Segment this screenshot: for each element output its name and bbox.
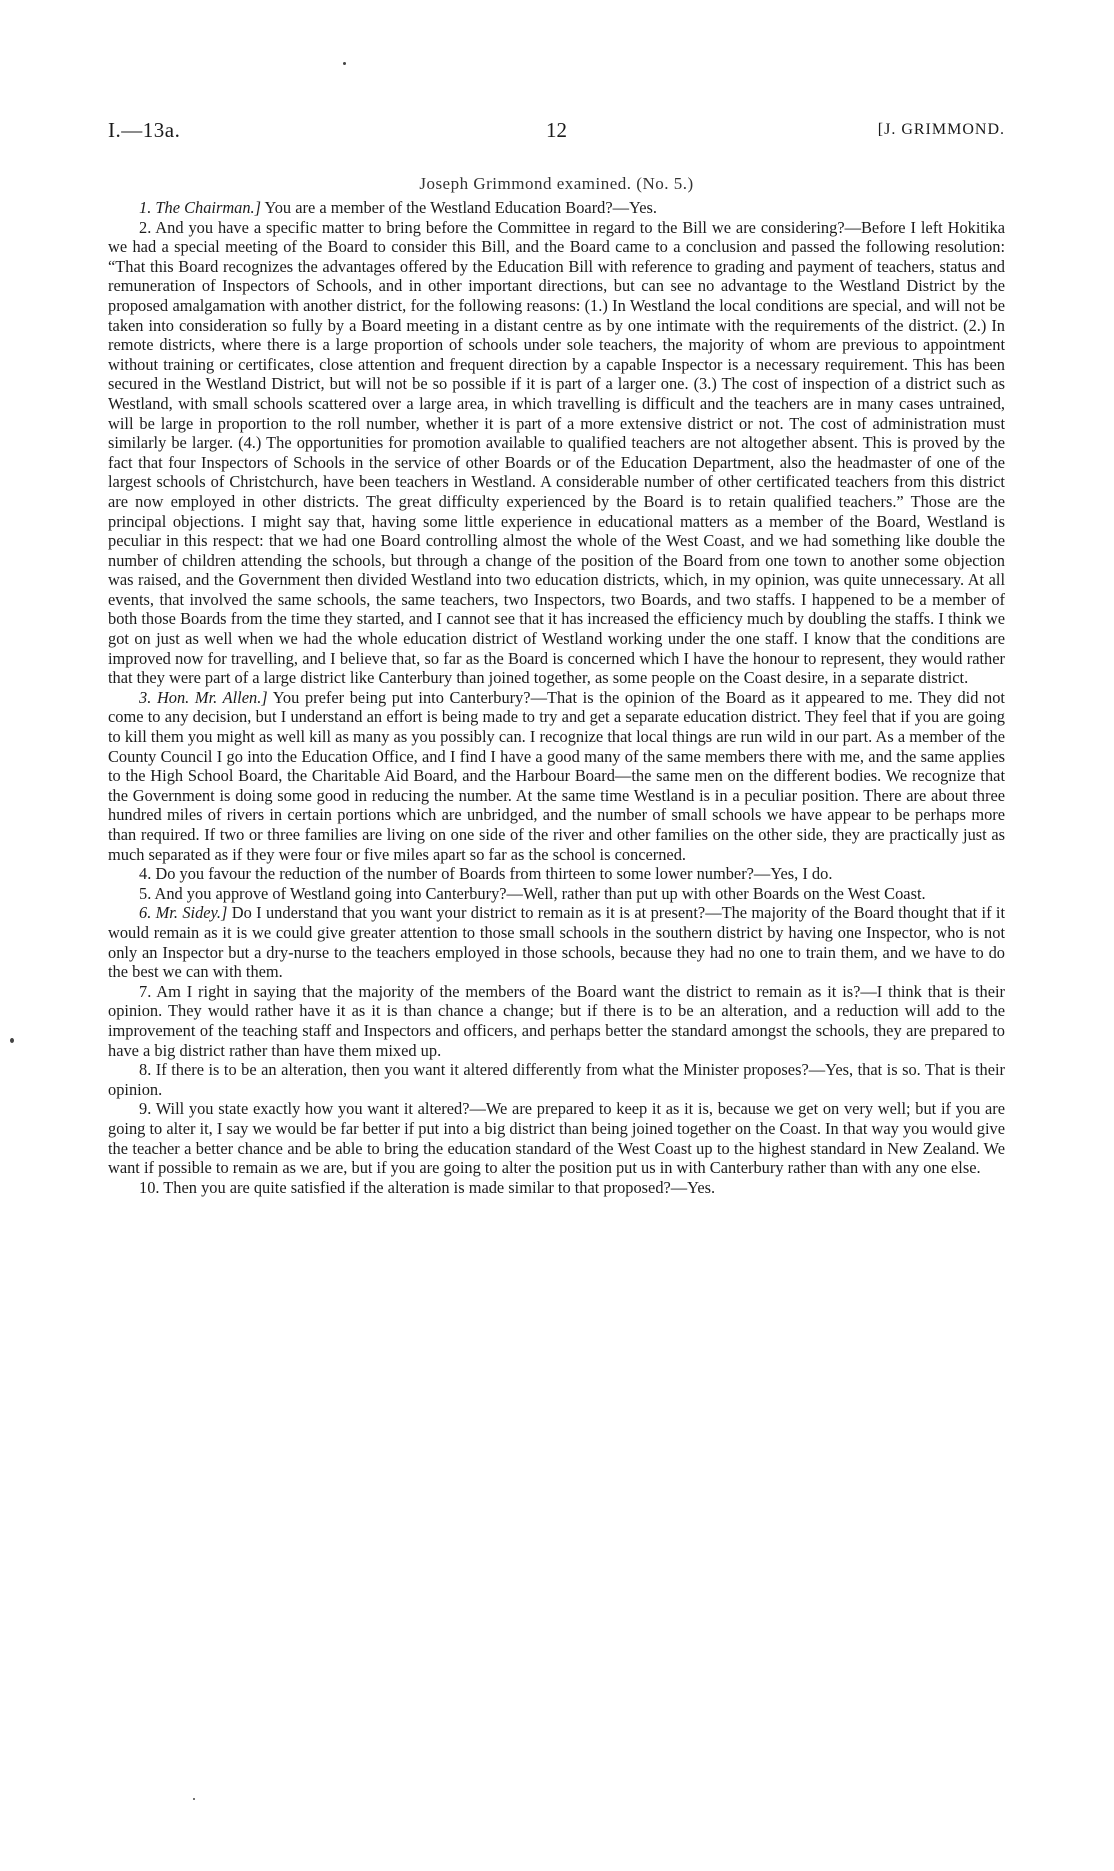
print-speck (343, 62, 346, 65)
question-paragraph (108, 1060, 1005, 1099)
paragraph-text: Do I understand that you want your district to remain as it is at present?—The majority of the Board thought that if it would remain as it is we could give greater attention to those small schools in the southern district by having one Inspector, who is not only an Inspector but a dry-nurse to the teachers employed in those schools, because they had no one to train them, and we have to do the best we can with them. (108, 903, 1005, 982)
question-paragraph (108, 884, 1005, 904)
paragraph-text: 2. And you have a specific matter to bring before the Committee in regard to the Bill we are considering?—Before I left Hokitika we had a special meeting of the Board to consider this Bill, and the Board came to a conclusion and passed the following resolution: “That this Board recognizes the advantages offered by the Education Bill with reference to grading and payment of teachers, status and remuneration of Inspectors of Schools, and in other important directions, but can see no advantage to the Westland District by the proposed amalgamation with another district, for the following reasons: (1.) In Westland the local conditions are special, and will not be taken into consideration so fully by a Board meeting in a distant centre as by one intimate with the requirements of the district. (2.) In remote districts, where there is a large proportion of schools under sole teachers, the majority of whom are previous to appointment without training or certificates, close attention and frequent direction by a capable Inspector is a necessary requirement. This has been secured in the Westland District, but will not be so possible if it is part of a larger one. (3.) The cost of inspection of a district such as Westland, with small schools scattered over a large area, in which travelling is difficult and the teachers are in many cases untrained, will be large in proportion to the roll number, whether it is part of a more extensive district or not. The cost of administration must similarly be larger. (4.) The opportunities for promotion available to qualified teachers are not altogether absent. This is proved by the fact that four Inspectors of Schools in the service of other Boards or of the Education Department, also the headmaster of one of the largest schools of Christchurch, have been teachers in Westland. A considerable number of other certificated teachers from this district are now employed in other districts. The great difficulty experienced by the Board is to retain qualified teachers.” Those are the principal objections. I might say that, having some little experience in educational matters as a member of the Board, Westland is peculiar in this respect: that we had one Board controlling almost the whole of the West Coast, and we had something like double the number of children attending the schools, but through a change of the position of the Board from one town to another some objection was raised, and the Government then divided Westland into two education districts, which, in my opinion, was quite unnecessary. At all events, that involved the same schools, the same teachers, two Inspectors, two Boards, and two staffs. I happened to be a member of both those Boards from the time they started, and I cannot see that it has increased the efficiency much by doubling the staffs. I think we got on just as well when we had the whole education district of Westland working under the one staff. I know that the conditions are improved now for travelling, and I believe that, so far as the Board is concerned which I have the honour to represent, they would rather that they were part of a large district like Canterbury than joined together, as some people on the Coast desire, in a separate district. (108, 217, 1005, 688)
paragraph-text: 9. Will you state exactly how you want it altered?—We are prepared to keep it as it is, because we get on very well; but if you are going to alter it, I say we would be far better if put into a big district than being joined together on the Coast. In that way you would give the teacher a better chance and be able to bring the education standard of the West Coast up to the highest standard in New Zealand. We want if possible to remain as we are, but if you are going to alter the position put us in with Canterbury rather than with any one else. (108, 1099, 1005, 1178)
question-paragraph (108, 198, 1005, 218)
paragraph-text: 5. And you approve of Westland going into Canterbury?—Well, rather than put up with other Boards on the West Coast. (139, 883, 926, 903)
paragraph-text: 7. Am I right in saying that the majority of the members of the Board want the district to remain as it is?—I think that is their opinion. They would rather have it as it is than chance a change; but if there is to be an alteration, and a reduction will add to the improvement of the teaching staff and Inspectors and officers, and perhaps better the standard amongst the schools, they are prepared to have a big district rather than have them mixed up. (108, 981, 1005, 1060)
page-header (108, 118, 1005, 148)
paragraph-text: 4. Do you favour the reduction of the number of Boards from thirteen to some lower number?—Yes, I do. (139, 864, 833, 884)
print-speck (10, 1038, 14, 1043)
testimony-body (108, 198, 1005, 1197)
paper-reference: I.—13a. (108, 118, 181, 142)
question-paragraph (108, 1099, 1005, 1177)
paragraph-text: 8. If there is to be an alteration, then you want it altered differently from what the Minister proposes?—Yes, that is so. That is their opinion. (108, 1060, 1005, 1099)
paragraph-text: 10. Then you are quite satisfied if the alteration is made similar to that proposed?—Yes. (139, 1177, 716, 1197)
question-paragraph (108, 864, 1005, 884)
question-paragraph (108, 688, 1005, 864)
speaker: 6. Mr. Sidey.] (139, 903, 228, 923)
question-paragraph (108, 218, 1005, 688)
question-paragraph (108, 903, 1005, 981)
speaker: 1. The Chairman.] (139, 198, 262, 217)
section-title: Joseph Grimmond examined. (No. 5.) (419, 174, 694, 193)
question-paragraph (108, 1178, 1005, 1198)
print-speck (193, 1798, 195, 1800)
speaker: 3. Hon. Mr. Allen.] (139, 687, 268, 707)
paragraph-text: You prefer being put into Canterbury?—That is the opinion of the Board as it appeared to me. They did not come to any decision, but I understand an effort is being made to try and get a separate education district. They feel that if you are going to kill them you might as well kill as many as you possibly can. I recognize that local things are run wild in our part. As a member of the County Council I go into the Education Office, and I find I have a good many of the same members there with me, and the same applies to the High School Board, the Charitable Aid Board, and the Harbour Board—the same men on the different bodies. We recognize that the Government is doing some good in reducing the number. At the same time Westland is in a peculiar position. There are about three hundred miles of rivers in certain portions which are unbridged, and the number of small schools we have appear to be perhaps more than required. If two or three families are living on one side of the river and other families on the other side, they are practically just as much separated as if they were four or five miles apart so far as the school is concerned. (108, 687, 1005, 864)
witness-name: [J. GRIMMOND. (877, 121, 1005, 138)
paragraph-text: You are a member of the Westland Education Board?—Yes. (261, 198, 657, 217)
page-number: 12 (546, 118, 567, 142)
question-paragraph (108, 982, 1005, 1060)
